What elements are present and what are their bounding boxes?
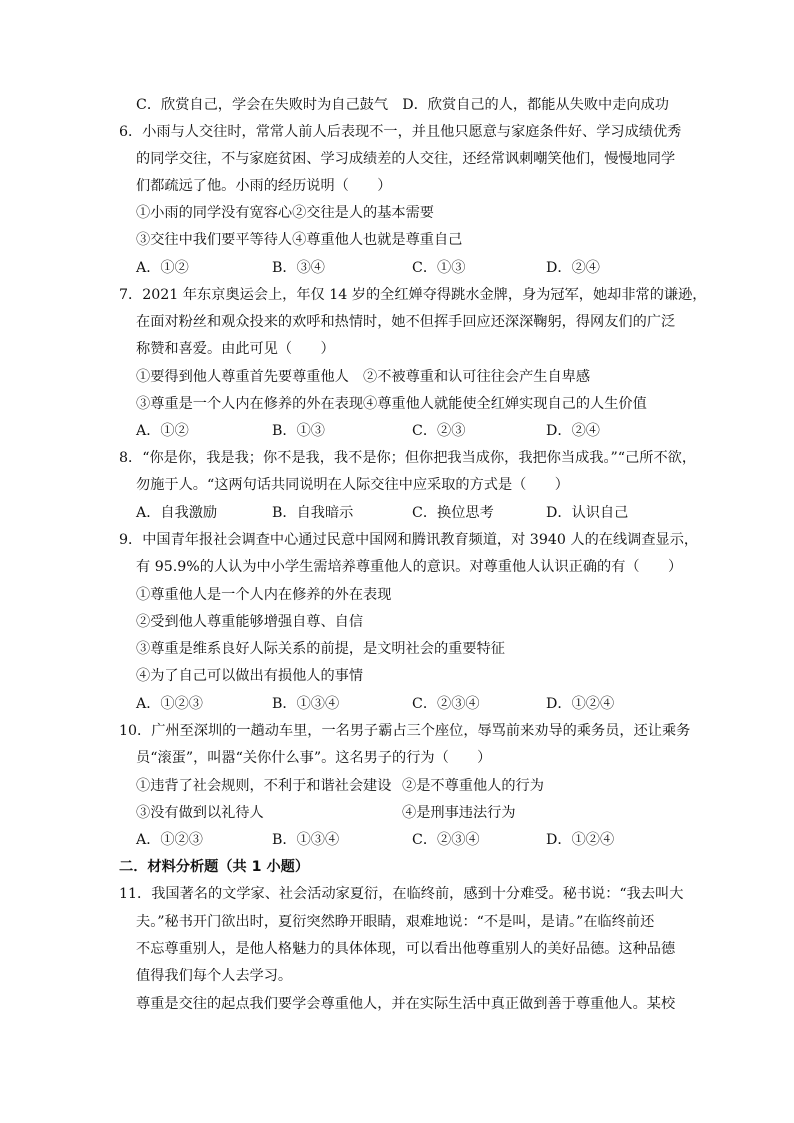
q11-line-2: 夫。”秘书开门欲出时，夏衍突然睁开眼睛，艰难地说：“不是叫，是请。”在临终前还 bbox=[136, 914, 655, 930]
q9-stem-line-2: 有 95.9%的人认为中小学生需培养尊重他人的意识。对尊重他人认识正确的有（ ） bbox=[136, 559, 683, 575]
q6-option-c: C．①③ bbox=[412, 260, 466, 276]
q8-option-c: C．换位思考 bbox=[412, 505, 494, 521]
q10-statement-4: ④是刑事违法行为 bbox=[402, 805, 516, 821]
q10-option-c: C．②③④ bbox=[412, 832, 480, 848]
q8-stem-line-2: 勿施于人。“这两句话共同说明在人际交往中应采取的方式是（ ） bbox=[136, 477, 569, 493]
q6-stem-line-1: 6．小雨与人交往时，常常人前人后表现不一，并且他只愿意与家庭条件好、学习成绩优秀 bbox=[119, 124, 682, 140]
q7-option-c: C．②③ bbox=[412, 423, 466, 439]
q9-statement-4: ④为了自己可以做出有损他人的事情 bbox=[136, 668, 364, 684]
q11-line-4: 值得我们每个人去学习。 bbox=[136, 968, 293, 984]
q6-stem-line-2: 的同学交往，不与家庭贫困、学习成绩差的人交往，还经常讽刺嘲笑他们，慢慢地同学 bbox=[136, 151, 676, 167]
q9-option-b: B．①③④ bbox=[272, 696, 340, 712]
q7-option-d: D．②④ bbox=[546, 423, 600, 439]
q9-statement-3: ③尊重是维系良好人际关系的前提，是文明社会的重要特征 bbox=[136, 641, 505, 657]
q11-line-5: 尊重是交往的起点我们要学会尊重他人，并在实际生活中真正做到善于尊重他人。某校 bbox=[136, 996, 676, 1012]
q10-statement-3: ③没有做到以礼待人 bbox=[136, 805, 264, 821]
q9-statement-2: ②受到他人尊重能够增强自尊、自信 bbox=[136, 614, 364, 630]
q7-option-a: A．①② bbox=[136, 423, 189, 439]
q10-stem-line-1: 10．广州至深圳的一趟动车里，一名男子霸占三个座位，辱骂前来劝导的乘务员，还让乘务 bbox=[119, 723, 691, 739]
q7-statement-2: ③尊重是一个人内在修养的外在表现④尊重他人就能使全红婵实现自己的人生价值 bbox=[136, 396, 647, 412]
q8-option-b: B．自我暗示 bbox=[272, 505, 354, 521]
q8-option-a: A．自我激励 bbox=[136, 505, 218, 521]
q9-stem-line-1: 9．中国青年报社会调查中心通过民意中国网和腾讯教育频道，对 3940 人的在线调查显示， bbox=[119, 532, 699, 548]
q9-option-a: A．①②③ bbox=[136, 696, 203, 712]
q6-option-d: D．②④ bbox=[546, 260, 600, 276]
q11-line-1: 11．我国著名的文学家、社会活动家夏衍，在临终前，感到十分难受。秘书说：“我去叫大 bbox=[119, 886, 684, 902]
q6-statement-1: ①小雨的同学没有宽容心②交往是人的基本需要 bbox=[136, 205, 434, 221]
q10-stem-line-2: 员“滚蛋”，叫嚣“关你什么事”。这名男子的行为（ ） bbox=[136, 750, 492, 766]
q5-options-cd: C．欣赏自己，学会在失败时为自己鼓气 D．欣赏自己的人，都能从失败中走向成功 bbox=[136, 97, 669, 113]
q7-option-b: B．①③ bbox=[272, 423, 325, 439]
q9-statement-1: ①尊重他人是一个人内在修养的外在表现 bbox=[136, 587, 392, 603]
q7-statement-1: ①要得到他人尊重首先要尊重他人 ②不被尊重和认可往往会产生自卑感 bbox=[136, 369, 591, 385]
q10-statement-1: ①违背了社会规则，不利于和谐社会建设 bbox=[136, 778, 392, 794]
q6-option-b: B．③④ bbox=[272, 260, 325, 276]
q11-line-3: 不忘尊重别人，是他人格魅力的具体体现，可以看出他尊重别人的美好品德。这种品德 bbox=[136, 941, 676, 957]
q7-stem-line-3: 称赞和喜爱。由此可见（ ） bbox=[136, 341, 335, 357]
section-2-heading: 二．材料分析题（共 1 小题） bbox=[119, 859, 310, 875]
q7-stem-line-1: 7．2021 年东京奥运会上，年仅 14 岁的全红婵夺得跳水金牌，身为冠军，她却非常的谦逊， bbox=[119, 287, 707, 303]
q6-statement-2: ③交往中我们要平等待人④尊重他人也就是尊重自己 bbox=[136, 232, 463, 248]
q7-stem-line-2: 在面对粉丝和观众投来的欢呼和热情时，她不但挥手回应还深深鞠躬，得网友们的广泛 bbox=[136, 314, 676, 330]
q10-option-d: D．①②④ bbox=[546, 832, 615, 848]
q10-option-b: B．①③④ bbox=[272, 832, 340, 848]
q6-option-a: A．①② bbox=[136, 260, 189, 276]
q10-option-a: A．①②③ bbox=[136, 832, 203, 848]
q6-stem-line-3: 们都疏远了他。小雨的经历说明（ ） bbox=[136, 178, 392, 194]
q9-option-c: C．②③④ bbox=[412, 696, 480, 712]
q8-stem-line-1: 8．“你是你，我是我；你不是我，我不是你；但你把我当成你，我把你当成我。”“己所不欲， bbox=[119, 450, 697, 466]
q10-statement-2: ②是不尊重他人的行为 bbox=[402, 778, 544, 794]
q8-option-d: D．认识自己 bbox=[546, 505, 629, 521]
q9-option-d: D．①②④ bbox=[546, 696, 615, 712]
